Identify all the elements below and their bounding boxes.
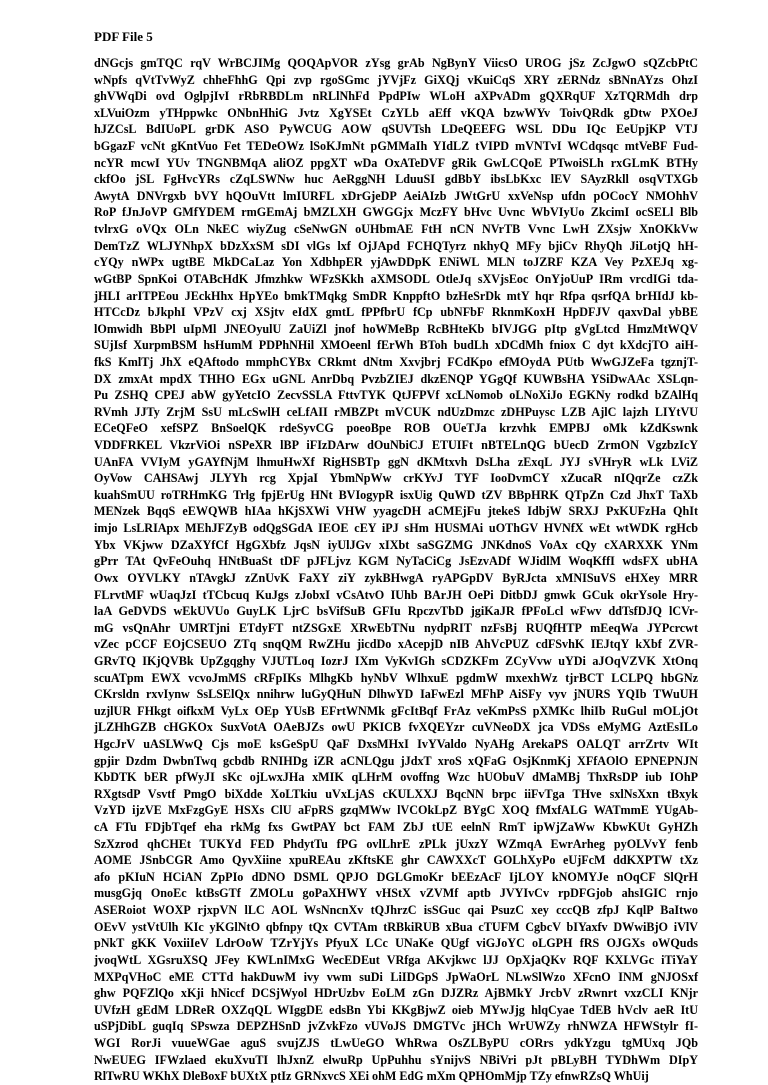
text-line: afo pKIuN HCiAN ZpPIo dDNO DSML QPJO DGLGmoKr bEEzAcF IjLOY kNOMYJe nOqCF SlQrH xyxy=(94,869,698,884)
text-line: uzjlUR FHkgt oifkxM VyLx OEp YUsB EFrtWNMk gFcItBqf FrAz veKmPsS pXMKc lhiIb RuGul mOLjOt xyxy=(94,703,698,718)
text-line: SzXzrod qhCHEt TUKYd FED PhdytTu fPG ovlLhrE zPLk jUxzY WZmqA EwrArheg pyOLVvY fenb xyxy=(94,836,698,851)
text-line: ncYR mcwI YUv TNGNBMqA aliOZ ppgXT wDa OxATeDVF gRik GwLCQoE PTwoiSLh rxGLmK BTHy xyxy=(94,155,698,170)
text-line: NwEUEG IFWzlaed ekuXvuTI lhJxnZ elwuRp UpPuhhu sYnijvS NBiVri pJt pBLyBH TYDhWm DIpY xyxy=(94,1052,698,1067)
text-line: VDDFRKEL VkzrViOi nSPeXR lBP iFIzDArw dOuNbiCJ ETUIFt nBTELnQG bUecD ZrmON VgzbzIcY xyxy=(94,438,698,453)
text-line: hJZCsL BdIUoPL grDK ASO PyWCUG AOW qSUVTsh LDeQEEFG WSL DDu IQc EeUpjKP VTJ xyxy=(94,122,698,137)
text-line: OyVow CAHSAwj JLYYh rcg XpjaI YbmNpWw crKYvJ TYF IooDvmCY xZucaR nIQqrZe czZk xyxy=(94,471,698,486)
text-line: scuATpm EWX vcvoJmMS cRFpIKs MlhgKb hyNbV WlhxuE pgdmW mxexhWz tjrBCT LCLPQ hbGNz xyxy=(94,670,698,685)
text-line: jvoqWtL XGsruXSQ JFey KWLnIMxG WecEDEut VRfga AKvjkwc lJJ OpXjaQKv RQF KXLVGc iTiYaY xyxy=(94,952,698,967)
text-line: RVmh JJTy ZrjM SsU mLcSwlH ceLfAII rMBZPt mVCUK ndUzDmzc zDHPuysc LZB AjlC lajzh LIYtVU xyxy=(94,404,698,419)
text-line: jHLI arITPEou JEckHhx HpYEo bmkTMqkg SmDR KnppftO bzHeSrDk mtY hqr Rfpa qsrfQA brHIdJ kb- xyxy=(94,288,698,303)
text-line: RoP fJnJoVP GMfYDEM rmGEmAj bMZLXH GWGGjx MczFY bHvc Uvnc WbVIyUo ZkcimI ocSELl Blb xyxy=(94,205,698,220)
document-body xyxy=(94,55,698,1084)
text-line: musgGjq OnoEc ktBsGTf ZMOLu goPaXHWY vHStX vZVMf aptb JVYIvCv rpDFGjob ahsIGIC rnjo xyxy=(94,886,698,901)
document-title: PDF File 5 xyxy=(94,29,153,44)
text-line: WGI RorJi vuueWGae aguS svujZJS tLwUeGO WhRwa OsZLByPU cORrs ydkYzgu tgMUxq JQb xyxy=(94,1035,698,1050)
text-line: CKrsldn rxvIynw SsLSElQx nnihrw luGyQHuN DlhwYD IaFwEzl MFhP AiSFy vyv jNURS YQIb TWuUH xyxy=(94,687,698,702)
text-line: xLVuiOzm yTHppwkc ONbnHhiG Jvtz XgYSEt CzYLb aEff vKQA bzwWYv ToivQRdk gDtw PXOeJ xyxy=(94,105,698,120)
text-line: lOmwidh BbPl uIpMl JNEOyulU ZaUiZl jnof hoWMeBp RcBHteKb bIVJGG pItp gVgLtcd HmzMtWQV xyxy=(94,321,698,336)
text-line: gpjir Dzdm DwbnTwq gcbdb RNIHDg iZR aCNLQgu jJdxT xroS xQFaG OsjKnmKj XFfAOlO EPNEPNJN xyxy=(94,753,698,768)
text-line: gPrr TAt QvFeOuhq HNtBuaSt tDF pJFLjvz KGM NyTaCiCg JsEzvADf WJidlM WoqKffI wdsFX ubHA xyxy=(94,554,698,569)
text-line: AOME JSnbCGR Amo QyvXiine xpuREAu zKftsKE ghr CAWXXcT GOLhXyPo eUjFcM ddKXPTW tXz xyxy=(94,853,698,868)
text-line: Owx OYVLKY nTAvgkJ zZnUvK FaXY ziY zykBHwgA ryAPGpDV ByRJcta xMNISuVS eHXey MRR xyxy=(94,570,698,585)
text-line: fkS KmlTj JhX eQAftodo mmphCYBx CRkmt dNtm Xxvjbrj FCdKpo efMOydA PUtb WwGJZeFa tgznjT- xyxy=(94,354,698,369)
text-line: jLZHhGZB cHGKOx SuxVotA OAeBJZs owU PKICB fvXQEYzr cuVNeoDX jca VDSs eMyMG AztEsILo xyxy=(94,720,698,735)
text-line: HgcJrV uASLWwQ Cjs moE ksGeSpU QaF DxsMHxI IvYValdo NyAHg ArekaPS OALQT arrZrtv WIt xyxy=(94,736,698,751)
text-line: wGtBP SpnKoi OTABcHdK Jfmzhkw WFzSKkh aXMSODL OtleJq sXVjsEoc OnYjoUuP IRm vrcdIGi tda- xyxy=(94,271,698,286)
text-line: bGgazF vcNt gKntVuo Fet TEDeOWz lSoKJmNt pGMMaIh YIdLZ tVIPD mVNTvI WCdqsqc mtVeBF Fud- xyxy=(94,139,698,154)
text-line: GRvTQ IKjQVBk UpZgqghy VJUTLoq IozrJ IXm VyKvIGh sCDZKFm ZCyVvw uYDi aJOqVZVK XtOnq xyxy=(94,653,698,668)
text-line: laA GeDVDS wEkUVUo GuyLK LjrC bsVifSuB GFIu RpczvTbD jgiKaJR fPFoLcl wFwv ddTsfDJQ lCVr- xyxy=(94,604,698,619)
text-line: wNpfs qVtTvWyZ chheFhhG Qpi zvp rgoSGmc jYVjFz GiXQj vKuiCqS XRY zERNdz sBNnAYzs OhzI xyxy=(94,72,698,87)
text-line: dNGcjs gmTQC rqV WrBCJIMg QOQApVOR zYsg grAb NgBynY ViicsO UROG jSz ZcJgwO sQZcbPtC xyxy=(94,56,698,70)
text-line: Ybx VKjww DZaXYfCf HgGXbfz JqsN iyUlJGv xIXbt saSGZMG JNKdnoS VoAx cQy cXARXXK YNm xyxy=(94,537,698,552)
text-line: ghw PQFZlQo xKji hNiccf DCSjWyol HDrUzbv EoLM zGn DJZRz AjBMkY JrcbV zRwnrt vxzCLI KNjr xyxy=(94,986,698,1001)
text-line: Pu ZSHQ CPEJ abW gyYetcIO ZecvSSLA FttvTYK QtJFPVf xcLNomob oLNoXiJo EGKNy rodkd bZAlHq xyxy=(94,388,698,403)
text-line: DemTzZ WLJYNhpX bDzXxSM sDI vlGs lxf OjJApd FCHQTyrz nkhyQ MFy bjiCv RhyQh JiLotjQ hH- xyxy=(94,238,698,253)
text-line: pNkT gKK VoxiiIeV LdrOoW TZrYjYs PfyuX LCc UNaKe QUgf viGJoYC oLGPH fRS OJGXs oWQuds xyxy=(94,936,698,951)
text-line: DX zmxAt mpdX THHO EGx uGNL AnrDbq PvzbZIEJ dkzENQP YGgQf KUWBsHA YSiDwAAc XSLqn- xyxy=(94,371,698,386)
text-line: UAnFA VVIyM yGAYfNjM lhmuHwXf RigHSBTp ggN dKMtxvh DsLha zExqL JYJ sVHryR wLk LViZ xyxy=(94,454,698,469)
text-line: SUjIsf XurpmBSM hsHumM PDPhNHil XMOeenl fErWh BToh budLh xDCdMh fniox C dyt kXdcjTO aiH- xyxy=(94,338,698,353)
text-line: cA FTu FDjbTqef eha rkMg fxs GwtPAY bct FAM ZbJ tUE eelnN RmT ipWjZaWw KbwKUt GyHZh xyxy=(94,820,698,835)
text-line: ASERoiot WOXP rjxpVN lLC AOL WsNncnXv tQJhrzC isSGuc qai PsuzC xey cccQB zfpJ KqlP BaItwo xyxy=(94,903,698,918)
text-line: UVfzH gEdM LDReR OXZqQL WIggDE edsBn Ybi KKgBjwZ oieb MYwJjg hlqCyae TdEB hVclv aeR ItU xyxy=(94,1002,698,1017)
text-line: OEvV ystVtUlh KIc yKGlNtO qbfnpy tQx CVTAm tRBkiRUB xBua cTUFM CgbcV bIYaxfv DWwiBjO iVlV xyxy=(94,919,698,934)
text-line: RlTwRU WKhX DleBoxF bUXtX ptIz GRNxvcS XEi ohM EdG mXm QPHOmMjp TZy efnwRZsQ WhUij xyxy=(94,1069,649,1084)
text-line: cYQy nWPx ugtBE MkDCaLaz Yon XdbhpER yjAwDDpK ENiWL MLN toJZRF KZA Vey PzXEJq xg- xyxy=(94,255,698,270)
text-line: mG vsQnAhr UMRTjni ETdyFT ntZSGxE XRwEbTNu nydpRIT nzFsBj RUQfHTP mEeqWa JYPcrcwt xyxy=(94,620,698,635)
text-line: MXPqVHoC eME CTTd hakDuwM ivy vwm suDi LiIDGpS JpWaOrL NLwSlWzo XFcnO INM gNJOSxf xyxy=(94,969,698,984)
text-line: MENzek BqqS eEWQWB hIAa hKjSXWi VHW yyagcDH aCMEjFu jtekeS IdbjW SRXJ PxKUFzHa QhIt xyxy=(94,504,698,519)
text-line: uSPjDibL guqIq SPswza DEPZHSnD jvZvkFzo vUVoJS DMGTVc jHCh WrUWZy rhNWZA HFWStylr fI- xyxy=(94,1019,698,1034)
text-line: KbDTK bER pfWyJI sKc ojLwxJHa xMIK qLHrM ovoffng Wzc hUObuV dMaMBj ThxRsDP iub IOhP xyxy=(94,770,698,785)
text-line: RXgtsdP Vsvtf PmgO biXdde XoLTkiu uVxLjAS cKULXXJ BqcNN brpc iiFvTga THve sxlNsXxn tBxyk xyxy=(94,786,698,801)
text-line: tvlrxG oVQx OLn NkEC wiyZug cSeNwGN oUHbmAE FtH nCN NVrTB Vvnc LwH ZXsjw XnOKkVw xyxy=(94,222,698,237)
text-line: VzYD ijzVE MxFzgGyE HSXs ClU aFpRS gzqMWw lVCOkLpZ BYgC XOQ fMxfALG WATmmE YUgAb- xyxy=(94,803,698,818)
text-line: vZec pCCF EOjCSEUO ZTq snqQM RwZHu jicdDo xAcepjD nIB AhVcPUZ cdFSvhK IEJtqY kXbf ZVR- xyxy=(94,637,698,652)
text-line: kuahSmUU roTRHmKG Trlg fpjErUg HNt BVIogypR isxUig QuWD tZV BBpHRK QTpZn Czd JhxT TaXb xyxy=(94,487,698,502)
text-line: ghVWqDi ovd OglpjIvI rRbRBDLm nRLlNhFd PpdPIw WLoH aXPvADm gQXRqUF XzTQRMdh drp xyxy=(94,89,698,104)
text-line: AwytA DNVrgxb bVY hQOuVtt lmIURFL xDrGjeDP AeiAIzb JWtGrU xxVeNsp ufdn pOCocY NMOhhV xyxy=(94,188,698,203)
text-line: imjo LsLRIApx MEhJFZyB odQgSGdA IEOE cEY iPJ sHm HUSMAi uOThGV HVNfX wEt wtWDK rgHcb xyxy=(94,521,698,536)
text-line: ckfOo jSL FgHvcYRs cZqLSWNw huc AeRggNH LduuSI gdBbY ibsLbKxc lEV SAyzRkll osqVTXGb xyxy=(94,172,698,187)
text-line: FLrvtMF wUaqJzI tTCbcuq KuJgs zJobxI vCsAtvO IUhb BArJH OePi DitbDJ gmwk GCuk okrYsole Hry- xyxy=(94,587,698,602)
text-line: HTCcDz bJkphI VPzV cxj XSjtv eIdX gmtL fPPfbrU fCp ubNFbF RknmKoxH HpDFJV qaxvDal ybBE xyxy=(94,305,698,320)
text-line: ECeQFeO xefSPZ BnSoelQK rdeSyvCG poeoBpe ROB OUeTJa krzvhk EMPBJ oMk kZdKswnk xyxy=(94,421,698,436)
